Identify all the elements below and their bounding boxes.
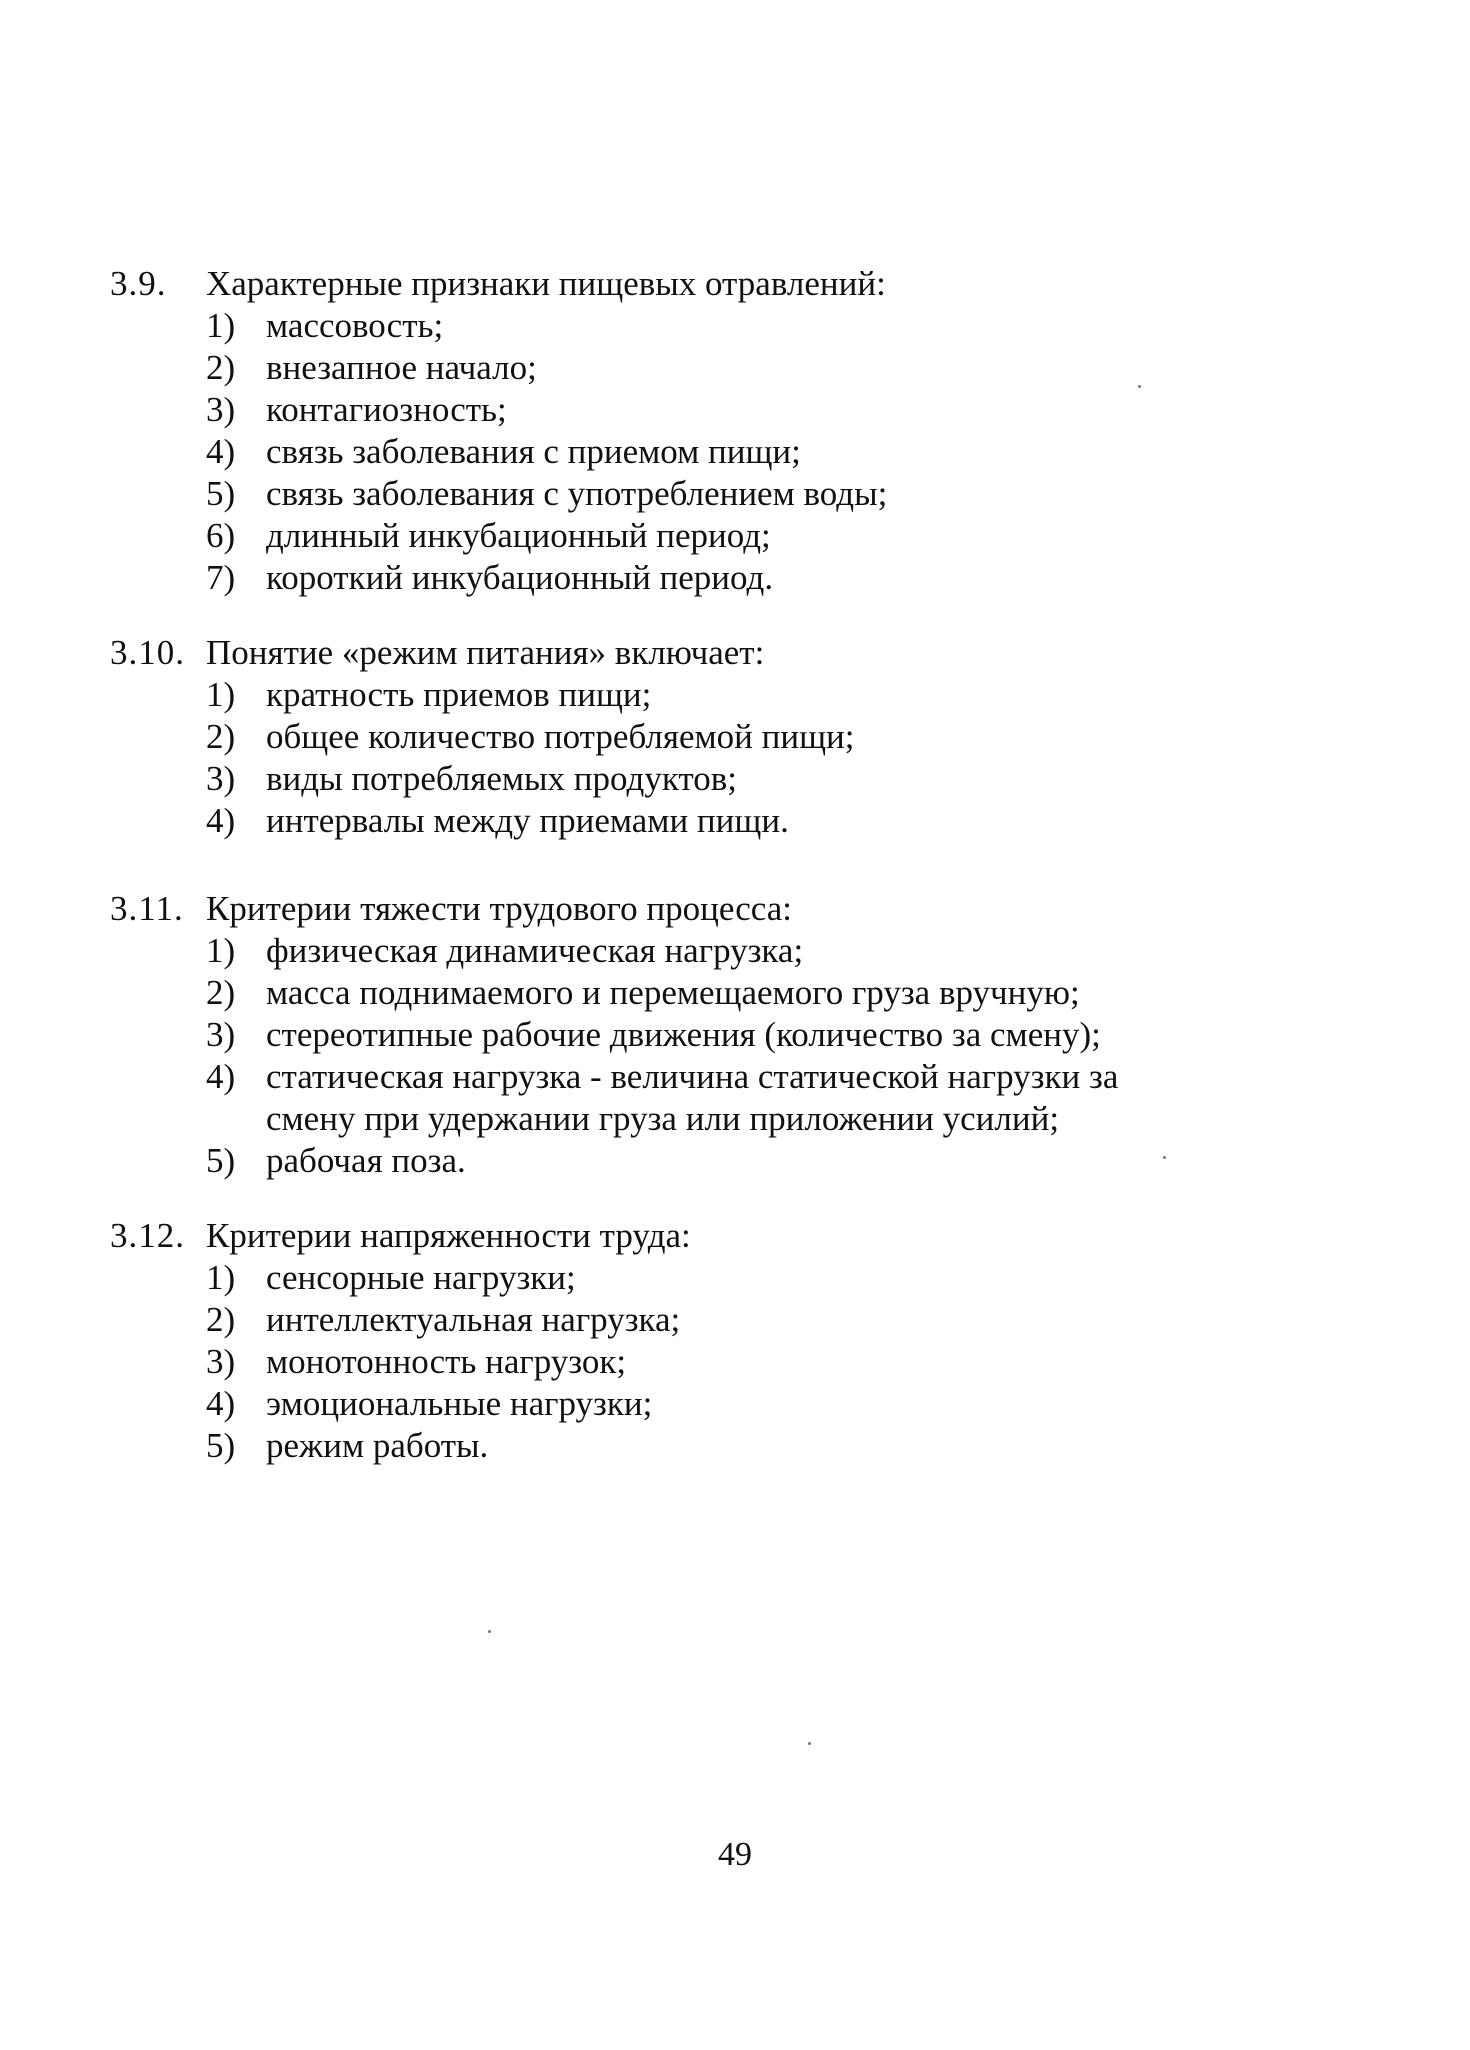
answer-option: [110, 557, 1170, 599]
question-heading: [110, 263, 1170, 305]
option-number: 5): [206, 1426, 236, 1465]
option-number: 2): [206, 717, 236, 756]
answer-option: [110, 305, 1170, 347]
option-number: 1): [206, 931, 236, 970]
page-number: 49: [718, 1836, 752, 1873]
question-number: 3.11.: [110, 889, 184, 928]
option-number: 3): [206, 1015, 236, 1054]
question-3-12: [110, 1215, 1170, 1467]
option-number: 5): [206, 1141, 236, 1180]
answer-options: [110, 930, 1170, 1182]
answer-option: [110, 1257, 1170, 1299]
option-text: интеллектуальная нагрузка;: [266, 1300, 681, 1339]
answer-option: [110, 1014, 1170, 1056]
question-heading: [110, 632, 1170, 674]
option-number: 3): [206, 1342, 236, 1381]
option-text: контагиозность;: [266, 390, 507, 429]
answer-option: [110, 674, 1170, 716]
option-number: 6): [206, 516, 236, 555]
option-text: интервалы между приемами пищи.: [266, 801, 789, 840]
answer-option: [110, 800, 1170, 842]
option-text: режим работы.: [266, 1426, 489, 1465]
option-text: статическая нагрузка - величина статической нагрузки за смену при удержании груза или приложении усилий;: [266, 1057, 1119, 1138]
answer-option: [110, 431, 1170, 473]
question-3-11: [110, 888, 1170, 1182]
option-text: масса поднимаемого и перемещаемого груза вручную;: [266, 973, 1080, 1012]
option-number: 2): [206, 348, 236, 387]
option-number: 1): [206, 1258, 236, 1297]
option-text: кратность приемов пищи;: [266, 675, 652, 714]
question-title: Понятие «режим питания» включает:: [206, 633, 765, 672]
answer-option: [110, 972, 1170, 1014]
answer-option: [110, 1341, 1170, 1383]
question-heading: [110, 888, 1170, 930]
option-text: стереотипные рабочие движения (количество за смену);: [266, 1015, 1101, 1054]
answer-option: [110, 930, 1170, 972]
option-text: рабочая поза.: [266, 1141, 466, 1180]
answer-option: [110, 389, 1170, 431]
option-text: виды потребляемых продуктов;: [266, 759, 737, 798]
option-number: 2): [206, 1300, 236, 1339]
option-number: 4): [206, 801, 236, 840]
question-number: 3.12.: [110, 1216, 185, 1255]
answer-options: [110, 1257, 1170, 1467]
option-text: внезапное начало;: [266, 348, 537, 387]
option-number: 4): [206, 1057, 236, 1096]
option-number: 4): [206, 432, 236, 471]
option-text: связь заболевания с употреблением воды;: [266, 474, 888, 513]
answer-option: [110, 1299, 1170, 1341]
question-3-9: [110, 263, 1170, 599]
option-text: связь заболевания с приемом пищи;: [266, 432, 801, 471]
answer-options: [110, 674, 1170, 842]
option-text: эмоциональные нагрузки;: [266, 1384, 653, 1423]
answer-option: [110, 758, 1170, 800]
question-number: 3.10.: [110, 633, 185, 672]
scan-speck: [808, 1742, 811, 1745]
answer-option: [110, 473, 1170, 515]
option-number: 1): [206, 675, 236, 714]
answer-option: [110, 716, 1170, 758]
answer-option: [110, 1425, 1170, 1467]
question-title: Критерии напряженности труда:: [206, 1216, 691, 1255]
scan-speck: [1163, 1156, 1166, 1159]
option-number: 5): [206, 474, 236, 513]
answer-option: [110, 1056, 1170, 1140]
question-3-10: [110, 632, 1170, 842]
option-text: короткий инкубационный период.: [266, 558, 774, 597]
option-number: 3): [206, 390, 236, 429]
option-number: 1): [206, 306, 236, 345]
scan-speck: [1138, 385, 1141, 388]
option-text: монотонность нагрузок;: [266, 1342, 627, 1381]
option-text: массовость;: [266, 306, 444, 345]
option-text: длинный инкубационный период;: [266, 516, 771, 555]
answer-option: [110, 1140, 1170, 1182]
option-number: 3): [206, 759, 236, 798]
option-number: 2): [206, 973, 236, 1012]
answer-option: [110, 347, 1170, 389]
scan-speck: [488, 1630, 491, 1633]
question-heading: [110, 1215, 1170, 1257]
answer-options: [110, 305, 1170, 599]
option-text: сенсорные нагрузки;: [266, 1258, 576, 1297]
answer-option: [110, 1383, 1170, 1425]
answer-option: [110, 515, 1170, 557]
option-text: физическая динамическая нагрузка;: [266, 931, 804, 970]
option-number: 7): [206, 558, 236, 597]
question-title: Характерные признаки пищевых отравлений:: [206, 264, 886, 303]
question-title: Критерии тяжести трудового процесса:: [206, 889, 792, 928]
question-number: 3.9.: [110, 264, 167, 303]
option-text: общее количество потребляемой пищи;: [266, 717, 855, 756]
option-number: 4): [206, 1384, 236, 1423]
